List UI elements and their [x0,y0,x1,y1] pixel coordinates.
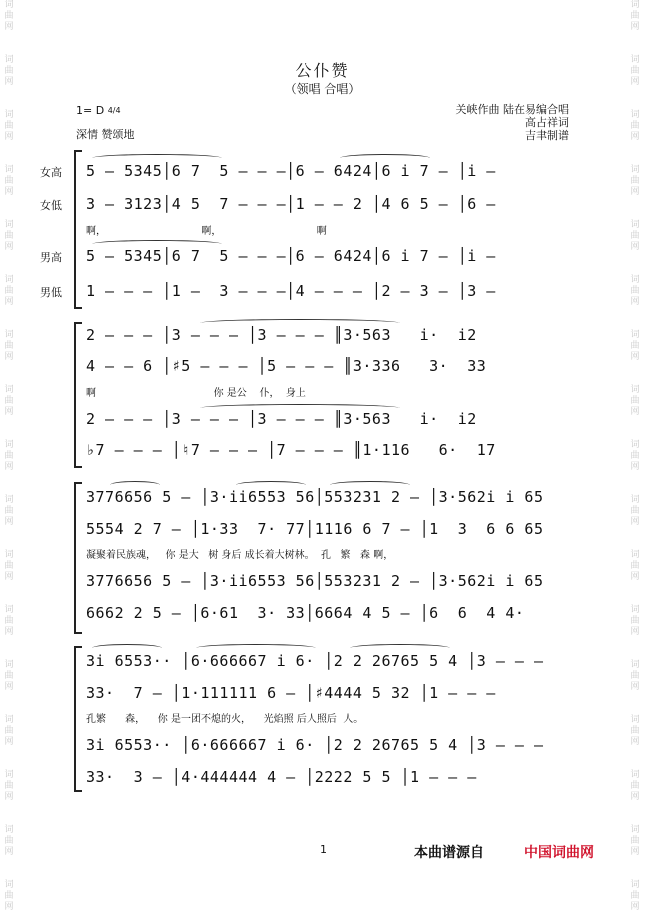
system-1-lyrics: 啊， 啊， 啊 [86,226,327,237]
slur [92,240,222,248]
system-4-bracket [74,646,82,792]
slur [200,404,400,412]
slur [92,644,162,652]
meter: 4/4 [107,106,121,115]
system-2-soprano-line: 2 — — — │3 — — — │3 — — — ║3·563 i· i2 [86,326,477,344]
system-2-lyrics: 啊 你 是公 仆， 身上 [86,388,306,399]
system-3-tenor-line: 3776656 5 — │3·ii6553 56│553231 2 — │3·562i i 65 [86,572,544,590]
site-name: 中国词曲网 [524,845,594,861]
system-1-bracket [74,150,82,309]
system-4-alto-line: 33· 7 — │1·111111 6 — │♯4444 5 32 │1 — — — [86,684,496,702]
song-subtitle: （领唱 合唱） [284,82,361,96]
system-4-soprano-line: 3i 6553·· │6·666667 i 6· │2 2 26765 5 4 │3 — — — [86,652,544,670]
watermark-left: 词 曲 网 词 曲 网 词 曲 网 词 曲 网 词 曲 网 词 曲 网 词 曲 网 词 曲 网 词 曲 网 词 曲 网 词 曲 网 词 曲 网 词 曲 网 词 曲 网 词 曲 网 词 曲 网 词 曲 网 [4,0,14,912]
system-2-bass-line: ♭7 — — — │♮7 — — — │7 — — — ║1·116 6· 17 [86,441,496,459]
system-3-lyrics: 凝聚着民族魂， 你 是大 树 身后 成长着大树林。 孔 繁 森 啊， [86,550,394,561]
system-1-bass-line: 1 — — — │1 — 3 — — —│4 — — — │2 — 3 — │3 — [86,282,506,300]
source-label: 本曲谱源自 [414,845,484,861]
slur [200,319,400,327]
system-3-bracket [74,482,82,634]
part-label-tenor: 男高 [40,251,62,264]
system-3-alto-line: 5554 2 7 — │1·33 7· 77│1116 6 7 — │1 3 6 6 65 [86,520,544,538]
system-2-alto-line: 4 — — 6 │♯5 — — — │5 — — — ║3·336 3· 33 [86,357,487,375]
slur [92,154,222,162]
system-2-tenor-line: 2 — — — │3 — — — │3 — — — ║3·563 i· i2 [86,410,477,428]
song-title: 公仆赞 [295,61,350,80]
system-4-tenor-line: 3i 6553·· │6·666667 i 6· │2 2 26765 5 4 │3 — — — [86,736,544,754]
system-4-lyrics: 孔繁 森， 你 是一团不熄的火， 光焰照 后人照后 人。 [86,714,364,725]
system-3-soprano-line: 3776656 5 — │3·ii6553 56│553231 2 — │3·562i i 65 [86,488,544,506]
slur [350,644,450,652]
slur [340,154,430,162]
system-2-bracket [74,322,82,468]
copyist-credit: 吉聿制谱 [525,129,569,142]
system-1-alto-line: 3 — 3123│4 5 7 — — —│1 — — 2 │4 6 5 — │6 — [86,195,506,213]
expression-mark: 深情 赞颂地 [76,128,135,141]
slur [196,644,316,652]
composer-credit: 关峡作曲 陆在易编合唱 [455,103,569,116]
system-3-bass-line: 6662 2 5 — │6·61 3· 33│6664 4 5 — │6 6 4 4· [86,604,525,622]
page-number: 1 [320,843,327,856]
slur [330,481,410,489]
slur [236,481,306,489]
key-signature: 1= D 4/4 [76,104,121,117]
part-label-soprano: 女高 [40,166,62,179]
system-1-tenor-line: 5 — 5345│6 7 5 — — —│6 — 6424│6 i 7 — │i — [86,247,506,265]
system-4-bass-line: 33· 3 — │4·444444 4 — │2222 5 5 │1 — — — [86,768,477,786]
system-1-soprano-line: 5 — 5345│6 7 5 — — —│6 — 6424│6 i 7 — │i — [86,162,506,180]
part-label-bass: 男低 [40,286,62,299]
watermark-right: 词 曲 网 词 曲 网 词 曲 网 词 曲 网 词 曲 网 词 曲 网 词 曲 网 词 曲 网 词 曲 网 词 曲 网 词 曲 网 词 曲 网 词 曲 网 词 曲 网 词 曲 网 词 曲 网 词 曲 网 [630,0,640,912]
slur [110,481,160,489]
part-label-alto: 女低 [40,199,62,212]
lyricist-credit: 高占祥词 [525,116,569,129]
